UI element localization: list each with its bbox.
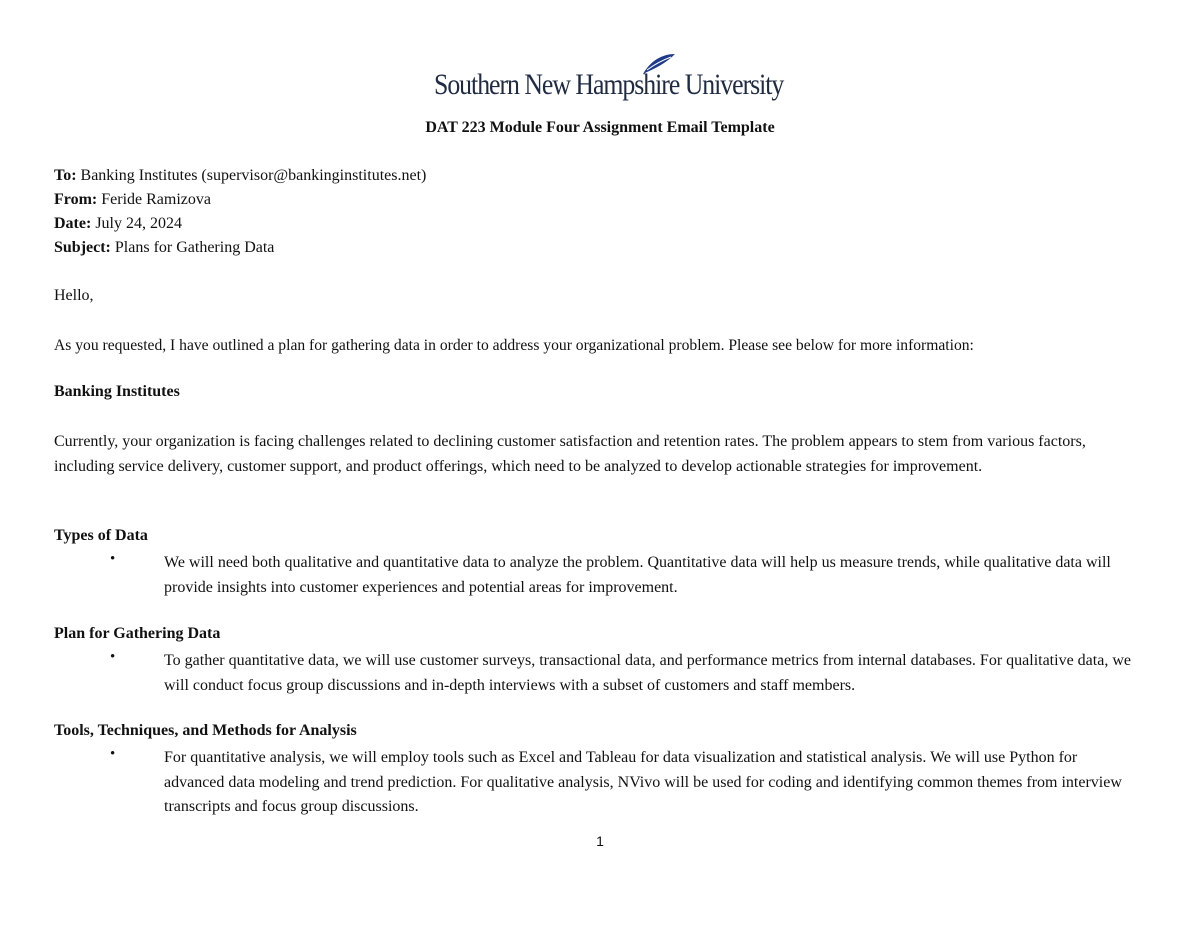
org-paragraph: Currently, your organization is facing challenges related to declining customer satisfaction and retention rates. The problem appears to stem from various factors, including service delivery, customer support, and product offerings, which need to be analyzed to develop actionable strategies for improvement.: [54, 433, 1086, 475]
greeting: Hello,: [54, 287, 94, 304]
tools-bullet: For quantitative analysis, we will employ tools such as Excel and Tableau for data visualization and statistical analysis. We will use Python for advanced data modeling and trend prediction. For qualitative analysis, NVivo will be used for coding and identifying common themes from interview transcripts and focus group discussions.: [164, 749, 1122, 815]
date-value: July 24, 2024: [95, 215, 182, 232]
types-heading: Types of Data: [54, 527, 148, 544]
tools-heading: Tools, Techniques, and Methods for Analysis: [54, 722, 357, 739]
plan-bullet: To gather quantitative data, we will use customer surveys, transactional data, and performance metrics from internal databases. For qualitative data, we will conduct focus group discussions and in-depth interviews with a subset of customers and staff members.: [164, 652, 1131, 694]
intro-paragraph: As you requested, I have outlined a plan for gathering data in order to address your organizational problem. Please see below for more information:: [54, 337, 974, 354]
to-label: To:: [54, 167, 77, 184]
leaf-icon: [641, 52, 677, 76]
university-logo: [434, 52, 784, 104]
subject-label: Subject:: [54, 239, 111, 256]
subject-line: [54, 239, 274, 257]
page-number: 1: [596, 833, 604, 849]
date-line: [54, 215, 182, 233]
date-label: Date:: [54, 215, 92, 232]
bullet-icon: •: [110, 551, 116, 567]
from-value: Feride Ramizova: [101, 191, 211, 208]
document-title: DAT 223 Module Four Assignment Email Template: [425, 119, 775, 136]
subject-value: Plans for Gathering Data: [114, 239, 275, 256]
bullet-icon: •: [110, 746, 116, 762]
logo-wordmark: Southern New Hampshire University: [434, 68, 784, 101]
from-label: From:: [54, 191, 98, 208]
org-heading: Banking Institutes: [54, 383, 180, 400]
to-line: [54, 167, 426, 185]
plan-heading: Plan for Gathering Data: [54, 625, 221, 642]
types-bullet: We will need both qualitative and quantitative data to analyze the problem. Quantitative data will help us measure trends, while qualitative data will provide insights into customer experiences and potential areas for improvement.: [164, 554, 1111, 596]
from-line: [54, 191, 211, 209]
bullet-icon: •: [110, 649, 116, 665]
to-value: Banking Institutes (supervisor@bankinginstitutes.net): [80, 167, 427, 184]
